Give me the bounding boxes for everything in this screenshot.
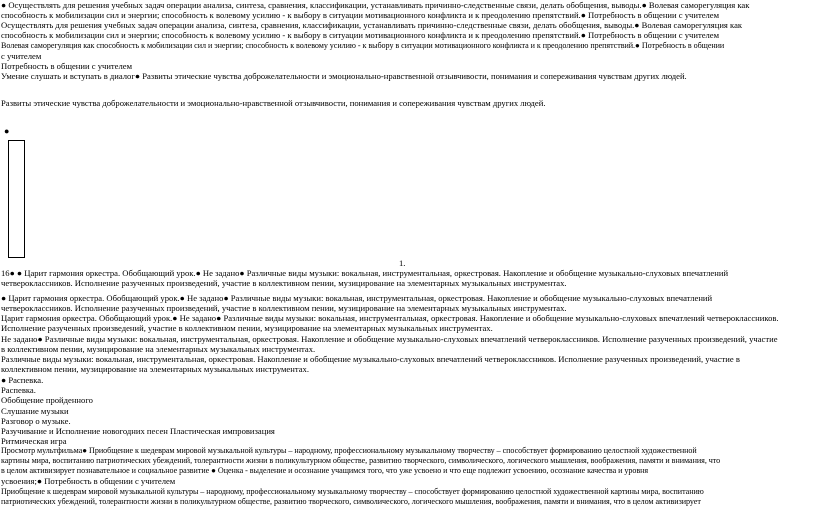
- text-line: ● Распевка.: [1, 375, 44, 385]
- text-line: Умение слушать и вступать в диалог● Развиты этические чувства доброжелательности и эмоционально-нравственной отзывчивости, понимания и сопереживания чувствам других людей.: [1, 71, 687, 81]
- text-line: Ритмическая игра: [1, 436, 67, 446]
- text-line: Слушание музыки: [1, 406, 69, 416]
- empty-frame: [8, 140, 25, 258]
- text-line: коллективном пении, музицирование на элементарных музыкальных инструментах.: [1, 364, 309, 374]
- text-line: способность к мобилизации сил и энергии; способность к волевому усилию - к выбору в ситуации мотивационного конфликта и к преодолению препятствий.● Потребность в общении с учителем: [1, 10, 720, 20]
- text-line: 16● ● Царит гармония оркестра. Обобщающий урок.● Не задано● Различные виды музыки: вокальная, инструментальная, оркестровая. Накопление и обобщение музыкально-слуховых впечатлений: [1, 268, 729, 278]
- text-line: усвоения;● Потребность в общении с учителем: [1, 476, 176, 486]
- text-line: ● Царит гармония оркестра. Обобщающий урок.● Не задано● Различные виды музыки: вокальная, инструментальная, оркестровая. Накопление и обобщение музыкально-слуховых впечатлений: [1, 293, 713, 303]
- text-line: Разговор о музыке.: [1, 416, 71, 426]
- text-line: Исполнение разученных произведений, участие в коллективном пении, музицирование на элементарных музыкальных инструментах.: [1, 323, 493, 333]
- page-number: 1.: [399, 258, 406, 268]
- text-line: способность к мобилизации сил и энергии; способность к волевому усилию - к выбору в ситуации мотивационного конфликта и к преодолению препятствий.● Потребность в общении с учителем: [1, 30, 720, 40]
- text-line: Царит гармония оркестра. Обобщающий урок.● Не задано● Различные виды музыки: вокальная, инструментальная, оркестровая. Накопление и обобщение музыкально-слуховых впечатлений четвероклассников.: [1, 313, 779, 323]
- text-line: Не задано● Различные виды музыки: вокальная, инструментальная, оркестровая. Накопление и обобщение музыкально-слуховых впечатлений четвероклассников. Исполнение разученных произведений, участие: [1, 334, 778, 344]
- text-line: патриотических убеждений, толерантности жизни в поликультурном обществе, развитию творческого, символического, логического мышления, воображения, памяти и внимания, что в целом активизирует: [1, 497, 701, 506]
- text-line: Потребность в общении с учителем: [1, 61, 133, 71]
- text-line: Осуществлять для решения учебных задач операции анализа, синтеза, сравнения, классификации, устанавливать причинно-следственные связи, делать обобщения, выводы.● Волевая саморегуляция как: [1, 20, 743, 30]
- text-line: Разучивание и Исполнение новогодних песен Пластическая импровизация: [1, 426, 275, 436]
- text-line: Различные виды музыки: вокальная, инструментальная, оркестровая. Накопление и обобщение музыкально-слуховых впечатлений четвероклассников. Исполнение разученных произведений, участие в: [1, 354, 740, 364]
- text-line: четвероклассников. Исполнение разученных произведений, участие в коллективном пении, музицирование на элементарных музыкальных инструментах.: [1, 303, 567, 313]
- text-line: Обобщение пройденного: [1, 395, 93, 405]
- text-line: с учителем: [1, 51, 42, 61]
- text-line: в целом активизирует познавательное и социальное развитие ● Оценка - выделение и осознание учащимся того, что уже усвоено и что еще подлежит усвоению, осознание качества и уровня: [1, 466, 649, 475]
- text-line: ● Осуществлять для решения учебных задач операции анализа, синтеза, сравнения, классификации, устанавливать причинно-следственные связи, делать обобщения, выводы.● Волевая саморегуляция как: [1, 0, 750, 10]
- text-line: картины мира, воспитанию патриотических убеждений, толерантности жизни в поликультурном обществе, развитию творческого, символического, логического мышления, воображения, памяти и внимания, что: [1, 456, 721, 465]
- text-line: Приобщение к шедеврам мировой музыкальной культуры – народному, профессиональному музыкальному творчеству – способствует формированию целостной художественной картины мира, воспитанию: [1, 487, 704, 496]
- text-line: четвероклассников. Исполнение разученных произведений, участие в коллективном пении, музицирование на элементарных музыкальных инструментах.: [1, 278, 567, 288]
- text-line: Просмотр мультфильма● Приобщение к шедеврам мировой музыкальной культуры – народному, профессиональному музыкальному творчеству – способствует формированию целостной художественной: [1, 446, 697, 455]
- text-line: Волевая саморегуляция как способность к мобилизации сил и энергии; способность к волевому усилию - к выбору в ситуации мотивационного конфликта и к преодолению препятствий.● Потребность в общении: [1, 41, 725, 50]
- text-line: Развиты этические чувства доброжелательности и эмоционально-нравственной отзывчивости, понимания и сопереживания чувствам других людей.: [1, 98, 546, 108]
- text-line: Распевка.: [1, 385, 36, 395]
- text-line: в коллективном пении, музицирование на элементарных музыкальных инструментах.: [1, 344, 316, 354]
- bullet-icon: ●: [4, 126, 10, 136]
